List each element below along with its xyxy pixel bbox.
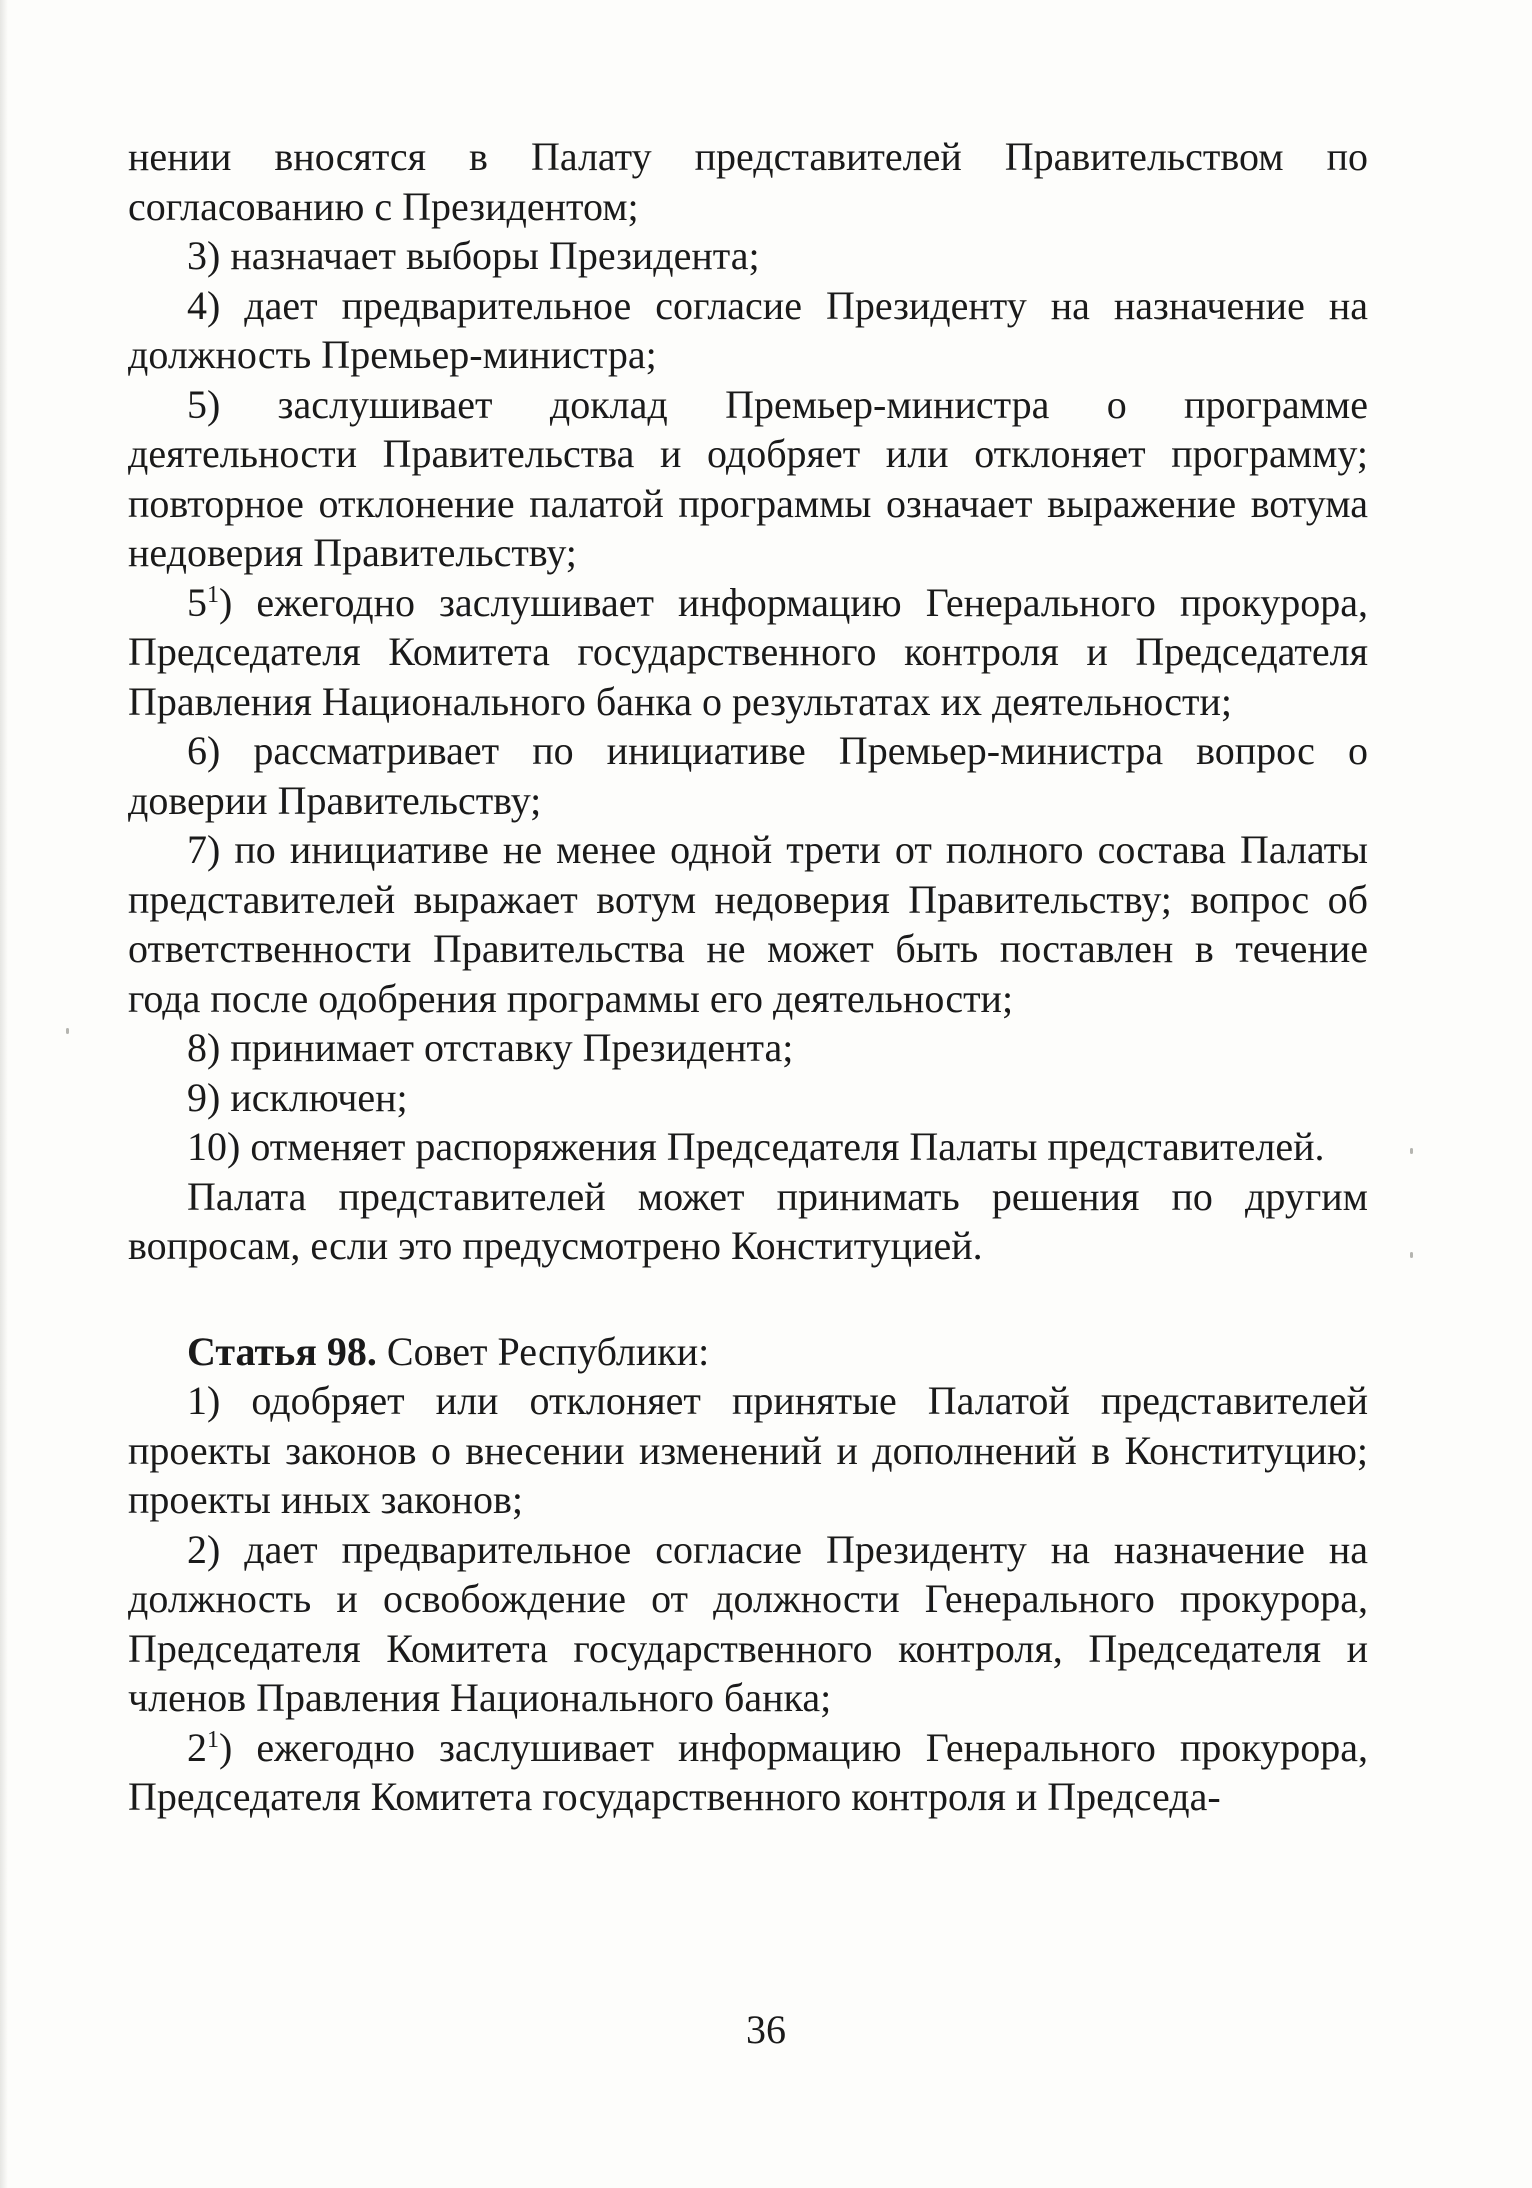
scan-speck <box>1410 1148 1413 1154</box>
article-subject: Совет Республики: <box>376 1328 710 1374</box>
list-item-6: 6) рассматривает по инициативе Премьер-министра вопрос о доверии Правительству; <box>128 728 1368 823</box>
scan-speck <box>66 1028 69 1034</box>
item-number: 5 <box>187 579 207 625</box>
item-number: 2 <box>187 1724 207 1770</box>
item-text: ) ежегодно заслушивает информацию Генерального прокурора, Председателя Комитета государственного контроля и Председа- <box>128 1724 1368 1819</box>
page-edge-shadow <box>0 0 8 2188</box>
list-item-10: 10) отменяет распоряжения Председателя Палаты представителей. <box>187 1124 1325 1169</box>
article-98-item-2-1 <box>128 1723 1368 1822</box>
page-number: 36 <box>746 2007 786 2052</box>
paragraph-continuation: нении вносятся в Палату представителей Правительством по согласованию с Президентом; <box>128 134 1368 229</box>
item-superscript: 1 <box>207 1726 219 1753</box>
page-body-text <box>128 132 1368 1822</box>
article-title: Статья 98. <box>187 1328 377 1374</box>
list-item-5: 5) заслушивает доклад Премьер-министра о программе деятельности Правительства и одобряет или отклоняет программу; повторное отклонение палатой программы означает выражение вотума недоверия Правительству; <box>128 381 1368 575</box>
closing-paragraph: Палата представителей может принимать решения по другим вопросам, если это предусмотрено Конституцией. <box>128 1173 1368 1268</box>
article-98-heading <box>128 1327 1368 1377</box>
list-item-4: 4) дает предварительное согласие Президенту на назначение на должность Премьер-министра; <box>128 282 1368 377</box>
item-text: ) ежегодно заслушивает информацию Генерального прокурора, Председателя Комитета государственного контроля и Председателя Правления Национального банка о результатах их деятельности; <box>128 579 1368 724</box>
article-98-item-1: 1) одобряет или отклоняет принятые Палатой представителей проекты законов о внесении изменений и дополнений в Конституцию; проекты иных законов; <box>128 1378 1368 1522</box>
list-item-3: 3) назначает выборы Президента; <box>187 233 760 278</box>
list-item-7: 7) по инициативе не менее одной трети от полного состава Палаты представителей выражает вотум недоверия Правительству; вопрос об ответственности Правительства не может быть поставлен в течение года после одобрения программы его деятельности; <box>128 827 1368 1021</box>
list-item-9: 9) исключен; <box>187 1074 408 1120</box>
article-98-item-2: 2) дает предварительное согласие Президенту на назначение на должность и освобождение от должности Генерального прокурора, Председателя Комитета государственного контроля, Председателя и членов Правления Национального банка; <box>128 1526 1368 1720</box>
item-superscript: 1 <box>207 581 219 608</box>
list-item-8: 8) принимает отставку Президента; <box>187 1025 794 1070</box>
list-item-5-1 <box>128 578 1368 727</box>
scan-speck <box>1410 1252 1413 1258</box>
